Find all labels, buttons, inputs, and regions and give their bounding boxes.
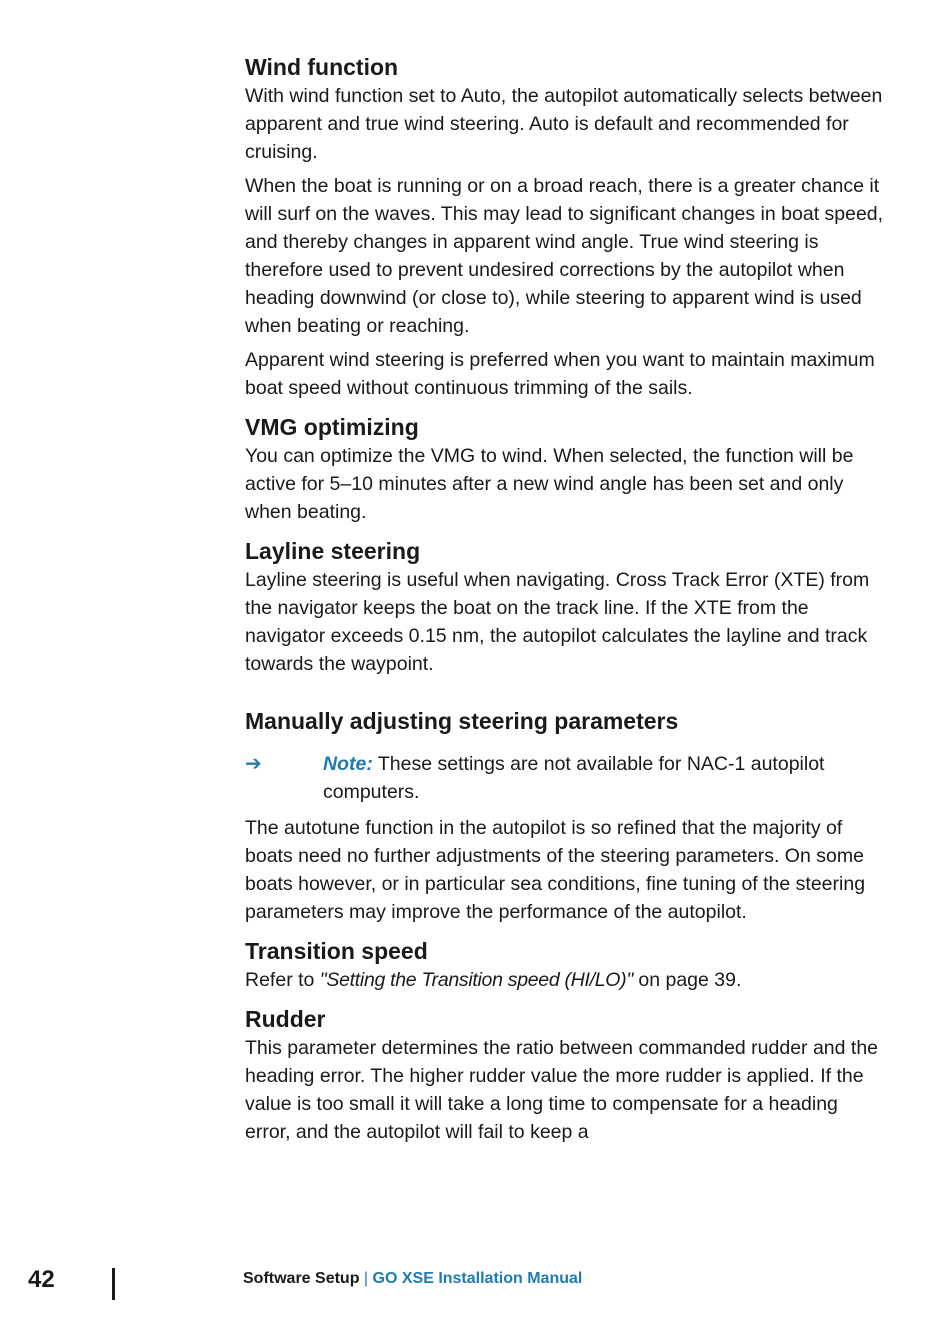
page-content <box>245 52 885 1156</box>
layline-steering-heading: Layline steering <box>245 538 421 564</box>
note-block <box>245 750 885 806</box>
footer-title <box>243 1270 582 1288</box>
rudder-section <box>245 1004 885 1146</box>
footer-section-name: Software Setup <box>243 1270 360 1287</box>
footer-manual-name: GO XSE Installation Manual <box>372 1270 583 1287</box>
vmg-optimizing-paragraph: You can optimize the VMG to wind. When selected, the function will be active for 5–10 minutes after a new wind angle has been set and only when beating. <box>245 445 854 523</box>
wind-function-paragraph-1: With wind function set to Auto, the autopilot automatically selects between apparent and true wind steering. Auto is default and recommended for cruising. <box>245 85 883 163</box>
note-text <box>323 750 885 806</box>
rudder-heading: Rudder <box>245 1006 326 1032</box>
vmg-optimizing-heading: VMG optimizing <box>245 414 419 440</box>
transition-speed-section <box>245 936 885 994</box>
note-label: Note: <box>323 753 373 775</box>
transition-speed-paragraph <box>245 966 885 994</box>
note-body: These settings are not available for NAC-1 autopilot computers. <box>323 753 825 803</box>
transition-prefix: Refer to <box>245 969 320 991</box>
transition-suffix: on page 39. <box>632 969 742 991</box>
page-number: 42 <box>28 1266 55 1293</box>
layline-steering-section <box>245 536 885 678</box>
wind-function-section <box>245 52 885 402</box>
layline-steering-paragraph: Layline steering is useful when navigating. Cross Track Error (XTE) from the navigator keeps the boat on the track line. If the XTE from the navigator exceeds 0.15 nm, the autopilot calculates the layline and track towards the waypoint. <box>245 569 870 675</box>
footer-divider <box>112 1268 115 1300</box>
footer-separator: | <box>359 1270 373 1287</box>
vmg-optimizing-section <box>245 412 885 526</box>
manual-adjust-paragraph: The autotune function in the autopilot is so refined that the majority of boats need no further adjustments of the steering parameters. On some boats however, or in particular sea conditions, fine tuning of the steering parameters may improve the performance of the autopilot. <box>245 817 866 923</box>
rudder-paragraph: This parameter determines the ratio between commanded rudder and the heading error. The higher rudder value the more rudder is applied. If the value is too small it will take a long time to compensate for a heading error, and the autopilot will fail to keep a <box>245 1037 879 1143</box>
arrow-right-icon: ➔ <box>245 753 262 775</box>
wind-function-paragraph-3: Apparent wind steering is preferred when you want to maintain maximum boat speed without continuous trimming of the sails. <box>245 349 875 399</box>
transition-cross-reference-link[interactable]: "Setting the Transition speed (HI/LO)" <box>319 969 633 991</box>
wind-function-paragraph-2: When the boat is running or on a broad reach, there is a greater chance it will surf on the waves. This may lead to significant changes in boat speed, and thereby changes in apparent wind angle. True wind steering is therefore used to prevent undesired corrections by the autopilot when heading downwind (or close to), while steering to apparent wind is used when beating or reaching. <box>245 175 884 337</box>
wind-function-heading: Wind function <box>245 54 399 80</box>
manual-adjust-heading: Manually adjusting steering parameters <box>245 708 679 734</box>
transition-speed-heading: Transition speed <box>245 938 428 964</box>
page-footer <box>0 1262 950 1302</box>
manual-adjust-section <box>245 814 885 926</box>
